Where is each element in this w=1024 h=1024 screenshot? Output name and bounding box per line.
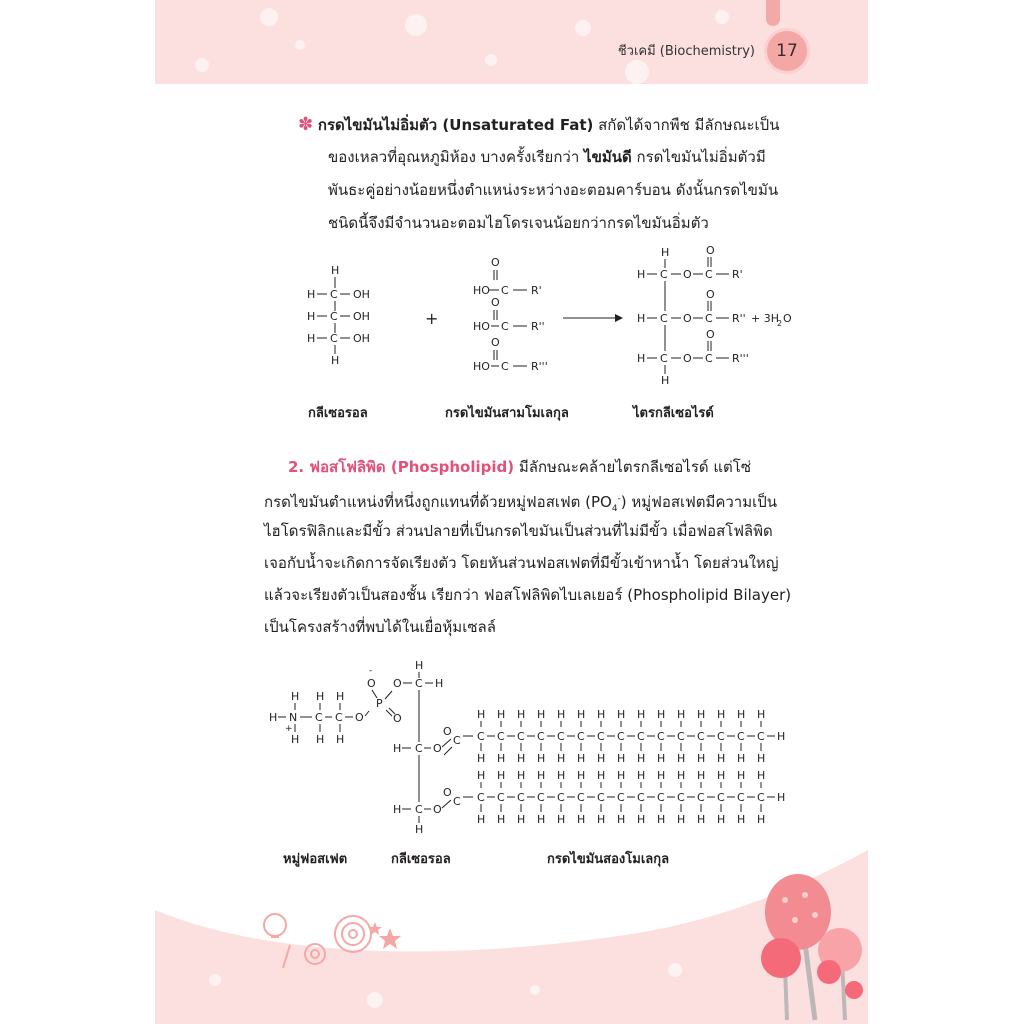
svg-text:O: O bbox=[393, 677, 402, 690]
svg-text:H: H bbox=[517, 752, 526, 765]
svg-text:O: O bbox=[355, 711, 364, 724]
svg-text:C: C bbox=[597, 791, 605, 804]
section2-line5: แล้วจะเรียงตัวเป็นสองชั้น เรียกว่า ฟอสโฟลิพิดไบเลเยอร์ (Phospholipid Bilayer) bbox=[264, 586, 792, 604]
svg-text:C: C bbox=[335, 711, 343, 724]
svg-text:OH: OH bbox=[353, 310, 370, 323]
svg-text:C: C bbox=[577, 791, 585, 804]
section1-text: กรดไขมันไม่อิ่มตัวมี bbox=[631, 148, 766, 166]
svg-text:H: H bbox=[557, 752, 566, 765]
svg-text:O: O bbox=[433, 803, 442, 816]
svg-text:H: H bbox=[537, 813, 546, 826]
svg-text:O: O bbox=[706, 288, 715, 301]
svg-text:H: H bbox=[777, 730, 785, 743]
svg-text:H: H bbox=[617, 813, 626, 826]
svg-text:H: H bbox=[697, 769, 706, 782]
svg-text:H: H bbox=[577, 708, 586, 721]
svg-text:H: H bbox=[737, 752, 746, 765]
decor-bubble bbox=[485, 54, 497, 66]
svg-text:HO: HO bbox=[473, 284, 490, 297]
svg-text:H: H bbox=[336, 690, 345, 703]
section2-line1 bbox=[288, 452, 751, 483]
svg-text:H: H bbox=[393, 803, 402, 816]
svg-text:H: H bbox=[597, 769, 606, 782]
svg-text:H: H bbox=[435, 677, 444, 690]
decor-bubble bbox=[295, 40, 305, 50]
svg-text:C: C bbox=[617, 730, 625, 743]
glycerol-label: กลีเซอรอล bbox=[308, 406, 368, 421]
svg-text:H: H bbox=[557, 708, 566, 721]
svg-text:C: C bbox=[501, 284, 509, 297]
svg-text:C: C bbox=[757, 791, 765, 804]
svg-text:C: C bbox=[557, 730, 565, 743]
svg-text:C: C bbox=[705, 268, 713, 281]
decor-bubble bbox=[625, 60, 649, 84]
section1-line4: ชนิดนี้จึงมีจำนวนอะตอมไฮโดรเจนน้อยกว่ากรดไขมันอิ่มตัว bbox=[328, 214, 709, 232]
triglyceride-reaction-diagram bbox=[295, 240, 815, 390]
svg-text:C: C bbox=[415, 742, 423, 755]
svg-text:C: C bbox=[677, 791, 685, 804]
svg-text:C: C bbox=[415, 803, 423, 816]
svg-text:C: C bbox=[660, 312, 668, 325]
svg-text:H: H bbox=[291, 690, 300, 703]
svg-text:P: P bbox=[376, 697, 383, 710]
svg-text:C: C bbox=[330, 332, 338, 345]
svg-text:C: C bbox=[705, 352, 713, 365]
svg-text:H: H bbox=[717, 769, 726, 782]
svg-text:H: H bbox=[497, 708, 506, 721]
svg-text:C: C bbox=[737, 730, 745, 743]
svg-text:H: H bbox=[477, 813, 486, 826]
svg-text:H: H bbox=[307, 310, 316, 323]
svg-text:H: H bbox=[477, 752, 486, 765]
svg-text:R'': R'' bbox=[531, 320, 545, 333]
svg-text:H: H bbox=[717, 708, 726, 721]
svg-text:C: C bbox=[757, 730, 765, 743]
svg-text:H: H bbox=[269, 711, 278, 724]
star-icon bbox=[379, 928, 401, 949]
svg-text:H: H bbox=[577, 752, 586, 765]
svg-text:C: C bbox=[497, 791, 505, 804]
svg-text:O: O bbox=[433, 742, 442, 755]
svg-text:O: O bbox=[443, 786, 452, 799]
svg-text:H: H bbox=[777, 791, 785, 804]
section2-title: 2. ฟอสโฟลิพิด (Phospholipid) bbox=[288, 458, 515, 476]
svg-text:C: C bbox=[453, 734, 461, 747]
svg-text:H: H bbox=[577, 769, 586, 782]
section1-title: กรดไขมันไม่อิ่มตัว (Unsaturated Fat) bbox=[317, 116, 594, 134]
svg-text:H: H bbox=[307, 288, 316, 301]
svg-text:C: C bbox=[697, 730, 705, 743]
svg-text:+: + bbox=[285, 724, 293, 734]
svg-text:H: H bbox=[577, 813, 586, 826]
svg-text:C: C bbox=[477, 791, 485, 804]
po4-charge: - bbox=[617, 494, 621, 504]
svg-text:C: C bbox=[660, 268, 668, 281]
svg-text:H: H bbox=[657, 769, 666, 782]
fatty-acids-two-label: กรดไขมันสองโมเลกุล bbox=[547, 852, 670, 867]
svg-text:H: H bbox=[477, 769, 486, 782]
svg-text:H: H bbox=[336, 733, 345, 746]
svg-text:H: H bbox=[517, 813, 526, 826]
svg-text:H: H bbox=[517, 769, 526, 782]
section2-line4: เจอกับน้ำจะเกิดการจัดเรียงตัว โดยหันส่วนฟอสเฟตที่มีขั้วเข้าหาน้ำ โดยส่วนใหญ่ bbox=[264, 554, 779, 572]
svg-text:C: C bbox=[330, 310, 338, 323]
svg-text:H: H bbox=[717, 813, 726, 826]
svg-text:C: C bbox=[501, 360, 509, 373]
svg-text:H: H bbox=[737, 769, 746, 782]
svg-text:OH: OH bbox=[353, 332, 370, 345]
svg-text:H: H bbox=[617, 708, 626, 721]
water-oxygen: O bbox=[783, 312, 792, 325]
svg-text:HO: HO bbox=[473, 360, 490, 373]
svg-text:H: H bbox=[537, 708, 546, 721]
lightbulb-icon bbox=[264, 914, 286, 936]
footer-wave bbox=[155, 850, 868, 1024]
svg-text:H: H bbox=[757, 813, 766, 826]
triglyceride-label: ไตรกลีเซอไรด์ bbox=[633, 406, 714, 421]
svg-text:H: H bbox=[393, 742, 402, 755]
svg-text:O: O bbox=[393, 712, 402, 725]
svg-text:H: H bbox=[661, 374, 670, 387]
section2-line6: เป็นโครงสร้างที่พบได้ในเยื่อหุ้มเซลล์ bbox=[264, 618, 496, 636]
svg-text:H: H bbox=[497, 769, 506, 782]
svg-text:C: C bbox=[537, 791, 545, 804]
svg-text:C: C bbox=[557, 791, 565, 804]
decor-bubble bbox=[575, 20, 591, 36]
triglyceride-structure bbox=[637, 244, 792, 387]
svg-text:C: C bbox=[705, 312, 713, 325]
svg-text:H: H bbox=[637, 752, 646, 765]
svg-text:C: C bbox=[717, 791, 725, 804]
page-number: 17 bbox=[764, 28, 810, 74]
svg-text:C: C bbox=[453, 795, 461, 808]
svg-text:O: O bbox=[491, 336, 500, 349]
glycerol-structure bbox=[307, 264, 370, 367]
svg-text:C: C bbox=[497, 730, 505, 743]
svg-text:H: H bbox=[677, 813, 686, 826]
svg-text:C: C bbox=[637, 791, 645, 804]
section1-text: ของเหลวที่อุณหภูมิห้อง บางครั้งเรียกว่า bbox=[328, 148, 585, 166]
svg-text:C: C bbox=[637, 730, 645, 743]
svg-text:O: O bbox=[683, 312, 692, 325]
svg-text:H: H bbox=[737, 708, 746, 721]
svg-text:H: H bbox=[657, 752, 666, 765]
svg-text:H: H bbox=[557, 769, 566, 782]
svg-text:H: H bbox=[637, 352, 646, 365]
thermometer-decor bbox=[766, 0, 780, 26]
svg-text:H: H bbox=[657, 813, 666, 826]
svg-text:H: H bbox=[637, 708, 646, 721]
svg-text:H: H bbox=[557, 813, 566, 826]
svg-text:C: C bbox=[517, 791, 525, 804]
svg-text:C: C bbox=[517, 730, 525, 743]
svg-text:O: O bbox=[706, 244, 715, 257]
svg-text:OH: OH bbox=[353, 288, 370, 301]
fatty-acid-structures bbox=[473, 256, 548, 373]
decor-bubble bbox=[195, 58, 209, 72]
svg-text:C: C bbox=[597, 730, 605, 743]
svg-text:H: H bbox=[657, 708, 666, 721]
svg-text:R'': R'' bbox=[732, 312, 746, 325]
svg-text:H: H bbox=[661, 246, 670, 259]
svg-text:H: H bbox=[617, 752, 626, 765]
svg-text:C: C bbox=[315, 711, 323, 724]
svg-text:C: C bbox=[330, 288, 338, 301]
svg-text:H: H bbox=[637, 813, 646, 826]
svg-text:H: H bbox=[677, 708, 686, 721]
svg-text:H: H bbox=[537, 752, 546, 765]
svg-text:H: H bbox=[316, 690, 325, 703]
decor-bubble bbox=[260, 8, 278, 26]
svg-text:C: C bbox=[677, 730, 685, 743]
phosphate-group-label: หมู่ฟอสเฟต bbox=[283, 852, 348, 867]
section1-line3: พันธะคู่อย่างน้อยหนึ่งตำแหน่งระหว่างอะตอมคาร์บอน ดังนั้นกรดไขมัน bbox=[328, 181, 779, 199]
svg-text:H: H bbox=[415, 659, 424, 672]
section2-line3: ไฮโดรฟิลิกและมีขั้ว ส่วนปลายที่เป็นกรดไขมันเป็นส่วนที่ไม่มีขั้ว เมื่อฟอสโฟลิพิด bbox=[264, 522, 773, 540]
svg-text:O: O bbox=[683, 352, 692, 365]
section2-text: กรดไขมันตำแหน่งที่หนึ่งถูกแทนที่ด้วยหมู่ฟอสเฟต (PO bbox=[264, 493, 612, 511]
svg-text:H: H bbox=[307, 332, 316, 345]
glycerol-label-2: กลีเซอรอล bbox=[391, 852, 451, 867]
water-product: + 3H bbox=[751, 312, 779, 325]
header-band bbox=[155, 0, 868, 84]
svg-text:H: H bbox=[291, 733, 300, 746]
svg-text:H: H bbox=[637, 312, 646, 325]
svg-text:H: H bbox=[415, 823, 424, 836]
good-fat-term: ไขมันดี bbox=[584, 148, 632, 166]
svg-text:H: H bbox=[316, 733, 325, 746]
svg-text:H: H bbox=[637, 268, 646, 281]
svg-text:-: - bbox=[369, 666, 373, 676]
phospholipid-diagram bbox=[265, 655, 785, 840]
svg-text:C: C bbox=[717, 730, 725, 743]
fatty-acid-chains bbox=[463, 708, 785, 826]
svg-text:O: O bbox=[491, 256, 500, 269]
svg-text:H: H bbox=[717, 752, 726, 765]
svg-text:O: O bbox=[443, 725, 452, 738]
svg-text:H: H bbox=[331, 264, 340, 277]
svg-text:H: H bbox=[537, 769, 546, 782]
svg-text:O: O bbox=[706, 328, 715, 341]
po4-subscript: 4 bbox=[611, 504, 618, 514]
svg-text:H: H bbox=[697, 813, 706, 826]
svg-text:H: H bbox=[737, 813, 746, 826]
svg-text:H: H bbox=[497, 813, 506, 826]
svg-text:H: H bbox=[331, 354, 340, 367]
svg-text:O: O bbox=[491, 296, 500, 309]
target-icon bbox=[335, 916, 371, 952]
svg-text:H: H bbox=[757, 708, 766, 721]
svg-text:C: C bbox=[537, 730, 545, 743]
svg-text:H: H bbox=[757, 752, 766, 765]
svg-text:C: C bbox=[737, 791, 745, 804]
svg-text:H: H bbox=[477, 708, 486, 721]
svg-text:H: H bbox=[637, 769, 646, 782]
decor-bubble bbox=[405, 14, 427, 36]
plus-sign: + bbox=[425, 309, 439, 328]
svg-text:C: C bbox=[415, 677, 423, 690]
svg-text:O: O bbox=[367, 677, 376, 690]
svg-text:C: C bbox=[577, 730, 585, 743]
svg-text:H: H bbox=[497, 752, 506, 765]
svg-text:C: C bbox=[660, 352, 668, 365]
svg-text:H: H bbox=[597, 752, 606, 765]
svg-text:H: H bbox=[677, 769, 686, 782]
section1-text: สกัดได้จากพืช มีลักษณะเป็น bbox=[593, 116, 780, 134]
svg-text:C: C bbox=[657, 791, 665, 804]
svg-text:C: C bbox=[697, 791, 705, 804]
section2-text: มีลักษณะคล้ายไตรกลีเซอไรด์ แต่โซ่ bbox=[514, 458, 752, 476]
svg-text:H: H bbox=[697, 752, 706, 765]
section1-line2 bbox=[328, 142, 766, 173]
fatty-acids-label: กรดไขมันสามโมเลกุล bbox=[445, 406, 569, 421]
decor-bubble bbox=[715, 10, 729, 24]
page bbox=[155, 0, 868, 1024]
footer-decoration bbox=[155, 850, 868, 1024]
svg-text:H: H bbox=[617, 769, 626, 782]
svg-text:R': R' bbox=[531, 284, 542, 297]
flower-bullet-icon: ✽ bbox=[298, 114, 314, 135]
section1-line1 bbox=[298, 109, 779, 141]
running-head: ชีวเคมี (Biochemistry) bbox=[617, 44, 755, 59]
svg-text:O: O bbox=[683, 268, 692, 281]
svg-text:C: C bbox=[657, 730, 665, 743]
svg-text:H: H bbox=[757, 769, 766, 782]
svg-text:R': R' bbox=[732, 268, 743, 281]
svg-text:R''': R''' bbox=[531, 360, 548, 373]
section2-text: ) หมู่ฟอสเฟตมีความเป็น bbox=[620, 493, 778, 511]
svg-text:H: H bbox=[677, 752, 686, 765]
svg-text:H: H bbox=[597, 708, 606, 721]
svg-text:HO: HO bbox=[473, 320, 490, 333]
svg-text:N: N bbox=[289, 711, 298, 724]
svg-text:R''': R''' bbox=[732, 352, 749, 365]
water-subscript: 2 bbox=[777, 319, 783, 328]
svg-text:H: H bbox=[517, 708, 526, 721]
svg-text:H: H bbox=[697, 708, 706, 721]
svg-text:C: C bbox=[501, 320, 509, 333]
svg-text:C: C bbox=[477, 730, 485, 743]
svg-text:C: C bbox=[617, 791, 625, 804]
svg-text:H: H bbox=[597, 813, 606, 826]
